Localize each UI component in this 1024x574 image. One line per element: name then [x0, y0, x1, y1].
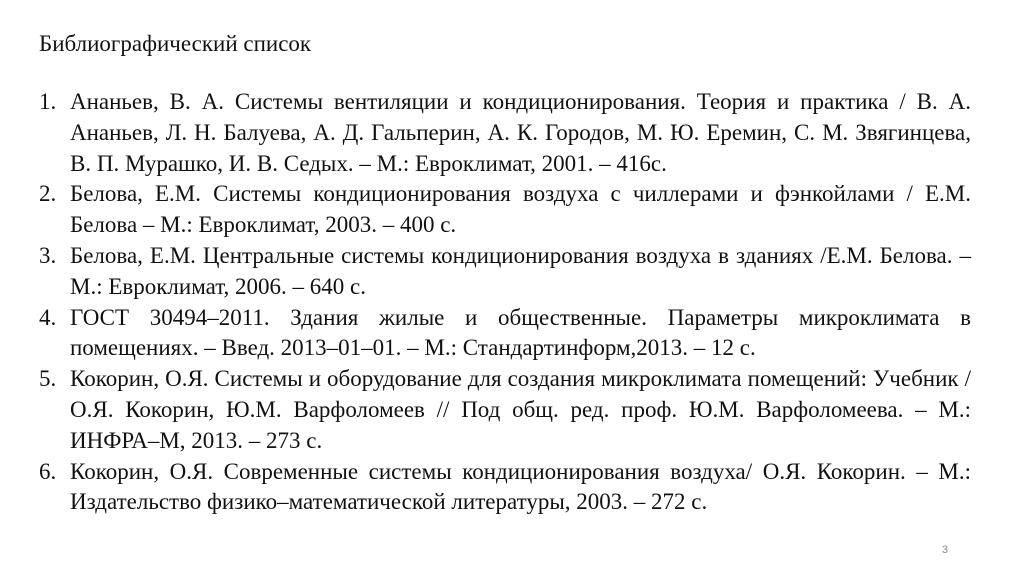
reference-text: Кокорин, О.Я. Системы и оборудование для создания микроклимата помещений: Учебник / О.Я. Кокорин, Ю.М. Варфоломеев // Под общ. ред. проф. Ю.М. Варфоломеева. – М.: ИНФРА–М, 2013. – 273 с. [70, 366, 971, 453]
reference-text: Ананьев, В. А. Системы вентиляции и кондиционирования. Теория и практика / В. А. Ананьев, Л. Н. Балуева, А. Д. Гальперин, А. К. Городов, М. Ю. Еремин, С. М. Звягинцева, В. П. Мурашко, И. В. Седых. – М.: Евроклимат, 2001. – 416с. [70, 89, 971, 176]
list-item-reference-1 [39, 87, 971, 179]
reference-number: 4. [39, 304, 57, 330]
list-item-reference-2 [39, 179, 971, 241]
reference-text: Белова, Е.М. Центральные системы кондиционирования воздуха в зданиях /Е.М. Белова. – М.: Евроклимат, 2006. – 640 с. [70, 242, 971, 299]
list-item-reference-4 [39, 303, 971, 365]
page-title: Библиографический список [39, 31, 312, 56]
reference-number: 5. [39, 366, 57, 392]
reference-number: 2. [39, 181, 57, 207]
reference-text: Белова, Е.М. Системы кондиционирования воздуха с чиллерами и фэнкойлами / Е.М. Белова – М.: Евроклимат, 2003. – 400 с. [70, 181, 971, 238]
page-number: 3 [941, 544, 948, 556]
list-item-reference-6 [39, 457, 971, 519]
bibliography-list [39, 87, 971, 518]
reference-number: 3. [39, 242, 57, 268]
list-item-reference-5 [39, 364, 971, 456]
reference-text: ГОСТ 30494–2011. Здания жилые и общественные. Параметры микроклимата в помещениях. – Введ. 2013–01–01. – М.: Стандартинформ,2013. – 12 с. [70, 304, 971, 361]
reference-number: 1. [39, 89, 57, 114]
list-item-reference-3 [39, 241, 971, 303]
reference-number: 6. [39, 458, 57, 484]
reference-text: Кокорин, О.Я. Современные системы кондиционирования воздуха/ О.Я. Кокорин. – М.: Издательство физико–математической литературы, 2003. – 272 с. [70, 458, 971, 515]
